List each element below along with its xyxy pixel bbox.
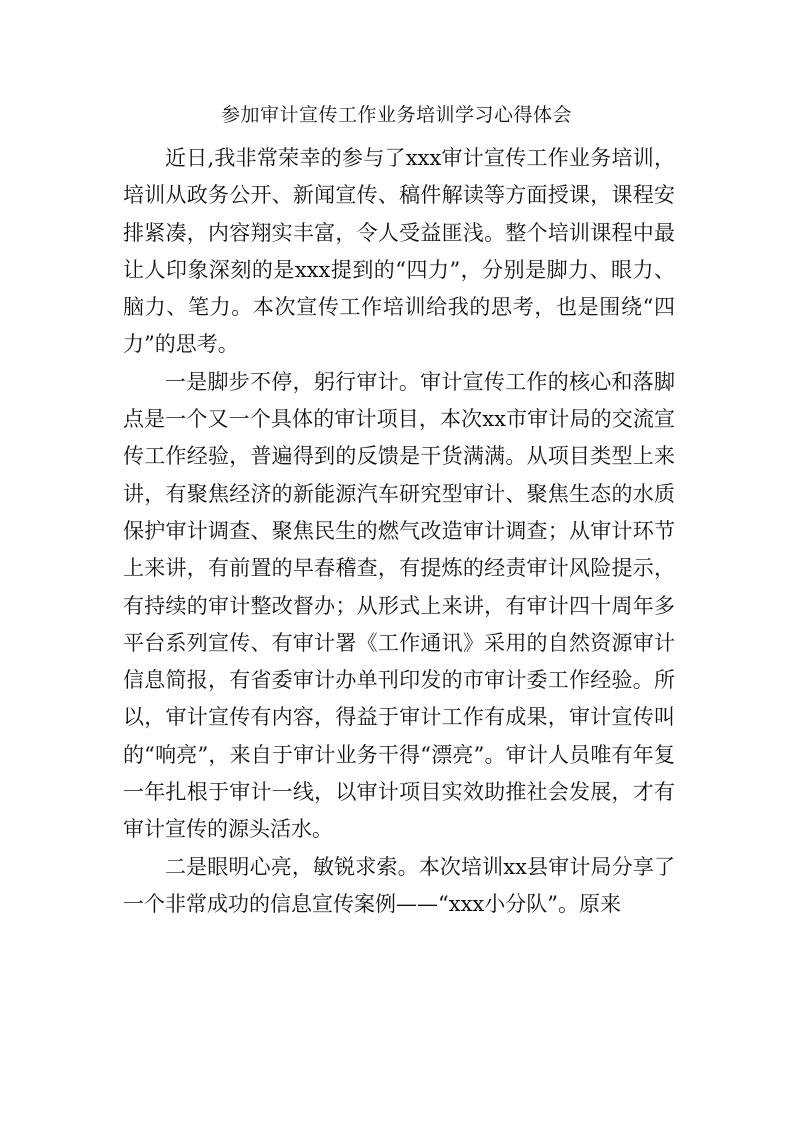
paragraph-point-one: 一是脚步不停，躬行审计。审计宣传工作的核心和落脚点是一个又一个具体的审计项目，本次xx市审计局的交流宣传工作经验，普遍得到的反馈是干货满满。从项目类型上来讲，有聚焦经济的新能源汽车研究型审计、聚焦生态的水质保护审计调查、聚焦民生的燃气改造审计调查；从审计环节上来讲，有前置的早春稽查，有提炼的经责审计风险提示，有持续的审计整改督办；从形式上来讲，有审计四十周年多平台系列宣传、有审计署《工作通讯》采用的自然资源审计信息简报，有省委审计办单刊印发的市审计委工作经验。所以，审计宣传有内容，得益于审计工作有成果，审计宣传叫的“响亮”，来自于审计业务干得“漂亮”。审计人员唯有年复一年扎根于审计一线，以审计项目实效助推社会发展，才有审计宣传的源头活水。	[123, 369, 675, 842]
document-body	[123, 140, 675, 923]
paragraph-point-two: 二是眼明心亮，敏锐求索。本次培训xx县审计局分享了一个非常成功的信息宣传案例——“xxx小分队”。原来	[123, 854, 675, 916]
paragraph-intro: 近日,我非常荣幸的参与了xxx审计宣传工作业务培训，培训从政务公开、新闻宣传、稿件解读等方面授课，课程安排紧凑，内容翔实丰富，令人受益匪浅。整个培训课程中最让人印象深刻的是xxx提到的“四力”，分别是脚力、眼力、脑力、笔力。本次宣传工作培训给我的思考，也是围绕“四力”的思考。	[123, 146, 675, 357]
document-title: 参加审计宣传工作业务培训学习心得体会	[220, 104, 572, 126]
